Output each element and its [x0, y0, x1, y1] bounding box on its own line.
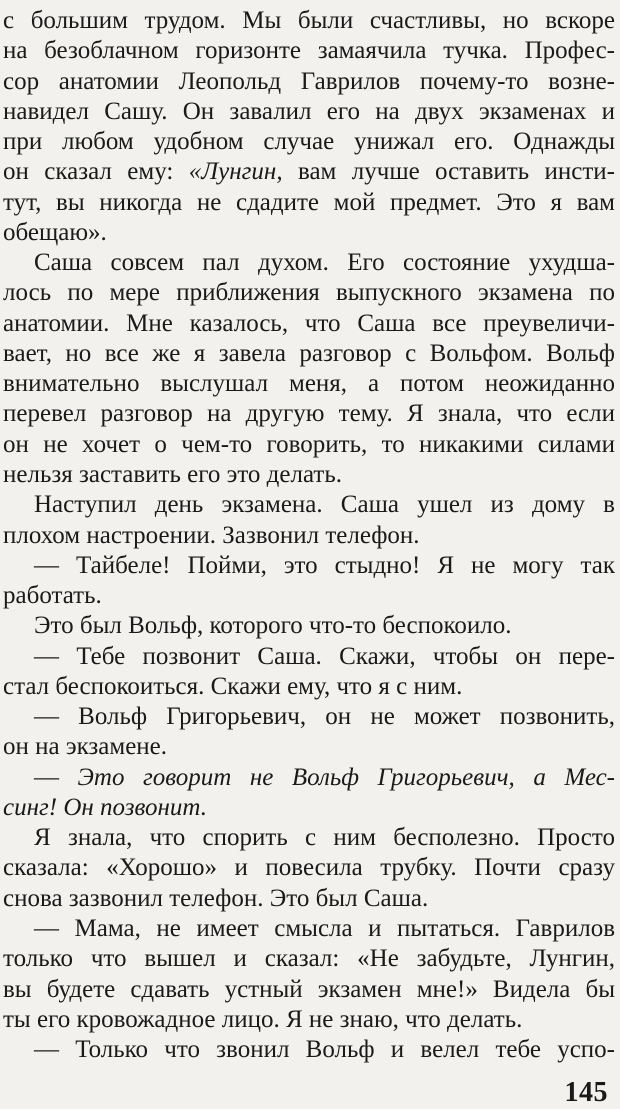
text-line: сказала: «Хорошо» и повесила трубку. Почти сразу [3, 854, 615, 882]
text-segment: он сказал ему: [3, 158, 189, 186]
page-footer [3, 1077, 615, 1109]
text-line: снова зазвонил телефон. Это был Саша. [3, 884, 429, 912]
text-line [3, 793, 615, 823]
text-line: Наступил день экзамена. Саша ушел из дому в [34, 491, 615, 519]
text-line: вы будете сдавать устный экзамен мне!» Видела бы [3, 975, 615, 1003]
text-line: плохом настроении. Зазвонил телефон. [3, 521, 420, 549]
italic-phrase: «Лунгин, [188, 158, 283, 186]
italic-phrase: Это говорит не Вольф Григорьевич, а Мес- [77, 763, 615, 791]
text-line: — Тайбеле! Пойми, это стыдно! Я не могу так [34, 551, 615, 579]
text-line: на безоблачном горизонте замаячила тучка. Профес- [3, 37, 615, 65]
text-line: работать. [3, 582, 102, 610]
text-line: с большим трудом. Мы были счастливы, но вскоре [3, 7, 615, 34]
text-line: нельзя заставить его это делать. [3, 460, 343, 488]
italic-phrase: синг! Он позвонит. [3, 793, 207, 821]
text-line [3, 763, 615, 793]
text-line: — Тебе позвонит Саша. Скажи, чтобы он пере- [34, 642, 615, 670]
text-line: Это был Вольф, которого что-то беспокоило. [34, 612, 512, 640]
text-line: сор анатомии Леопольд Гаврилов почему-то возне- [3, 67, 615, 95]
text-line: лось по мере приближения выпускного экзамена по [3, 279, 615, 307]
text-line: перевел разговор на другую тему. Я знала, что если [3, 400, 615, 428]
text-line: ты его кровожадное лицо. Я не знаю, что делать. [3, 1005, 523, 1033]
text-line: — Вольф Григорьевич, он не может позвонить, [34, 703, 615, 731]
text-segment: вам лучше оставить инсти- [282, 158, 615, 186]
text-line: обещаю». [3, 218, 107, 246]
text-line: Саша совсем пал духом. Его состояние ухудша- [34, 249, 615, 277]
text-line: только что вышел и сказал: «Не забудьте, Лунгин, [3, 945, 615, 973]
text-line [3, 157, 615, 187]
text-segment: — [34, 763, 78, 791]
text-line: анатомии. Мне казалось, что Саша все преувеличи- [3, 309, 615, 337]
text-line: навидел Сашу. Он завалил его на двух экзаменах и [3, 97, 615, 125]
text-line: Я знала, что спорить с ним бесполезно. Просто [34, 824, 615, 852]
body-text [3, 6, 615, 1065]
text-line: он на экзамене. [3, 733, 168, 761]
text-line: — Мама, не имеет смысла и пытаться. Гаврилов [34, 914, 615, 942]
text-line: стал беспокоиться. Скажи ему, что я с ним. [3, 672, 463, 700]
text-line: внимательно выслушал меня, а потом неожиданно [3, 370, 615, 398]
text-line: тут, вы никогда не сдадите мой предмет. Это я вам [3, 188, 615, 216]
text-line: при любом удобном случае унижал его. Однажды [3, 128, 615, 156]
page-number: 145 [564, 1077, 608, 1109]
text-line: вает, но все же я завела разговор с Вольфом. Вольф [3, 339, 615, 367]
text-line: он не хочет о чем-то говорить, то никакими силами [3, 430, 615, 458]
text-line: — Только что звонил Вольф и велел тебе успо- [34, 1036, 615, 1064]
